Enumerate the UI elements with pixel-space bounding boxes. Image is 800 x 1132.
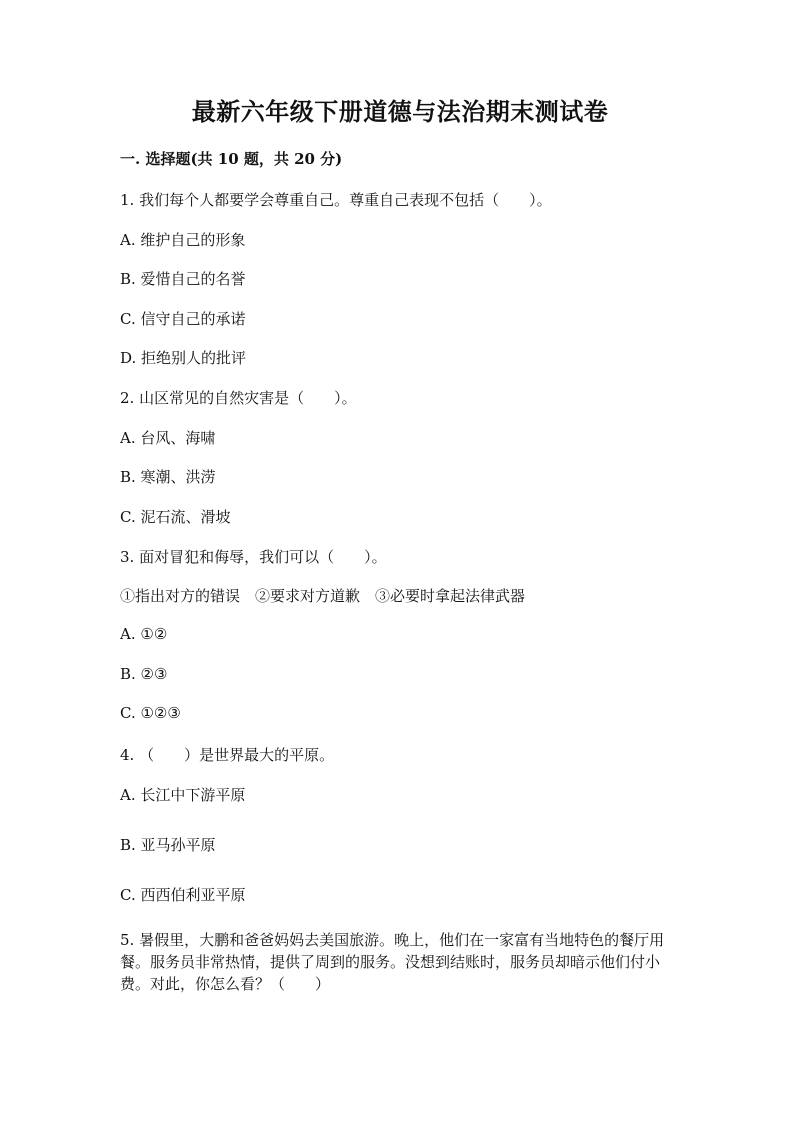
question-2-stem: 2. 山区常见的自然灾害是（ ）。 — [120, 389, 357, 407]
question-2-option-c: C. 泥石流、滑坡 — [120, 508, 231, 526]
question-4-option-c: C. 西西伯利亚平原 — [120, 886, 246, 904]
section-heading: 一. 选择题(共 10 题，共 20 分) — [120, 150, 343, 168]
question-1-option-a: A. 维护自己的形象 — [120, 231, 246, 249]
question-1-option-b: B. 爱惜自己的名誉 — [120, 270, 246, 288]
question-1-option-d: D. 拒绝别人的批评 — [120, 349, 247, 367]
question-3-statements: ①指出对方的错误 ②要求对方道歉 ③必要时拿起法律武器 — [120, 587, 526, 605]
question-1-stem: 1. 我们每个人都要学会尊重自己。尊重自己表现不包括（ ）。 — [120, 191, 552, 209]
question-1-option-c: C. 信守自己的承诺 — [120, 310, 246, 328]
question-4-stem: 4. （ ）是世界最大的平原。 — [120, 746, 335, 764]
question-3-option-a: A. ①② — [120, 625, 168, 643]
question-3-option-c: C. ①②③ — [120, 704, 181, 722]
question-3-option-b: B. ②③ — [120, 665, 168, 683]
question-4-option-a: A. 长江中下游平原 — [120, 786, 246, 804]
question-3-stem: 3. 面对冒犯和侮辱，我们可以（ ）。 — [120, 548, 387, 566]
question-5-stem: 5. 暑假里，大鹏和爸爸妈妈去美国旅游。晚上，他们在一家富有当地特色的餐厅用餐。服务员非常热情，提供了周到的服务。没想到结账时，服务员却暗示他们付小费。对此，你怎么看？（ ） — [120, 931, 665, 993]
question-2-option-a: A. 台风、海啸 — [120, 429, 216, 447]
page-title: 最新六年级下册道德与法治期末测试卷 — [191, 97, 609, 126]
question-4-option-b: B. 亚马孙平原 — [120, 836, 216, 854]
question-2-option-b: B. 寒潮、洪涝 — [120, 468, 216, 486]
